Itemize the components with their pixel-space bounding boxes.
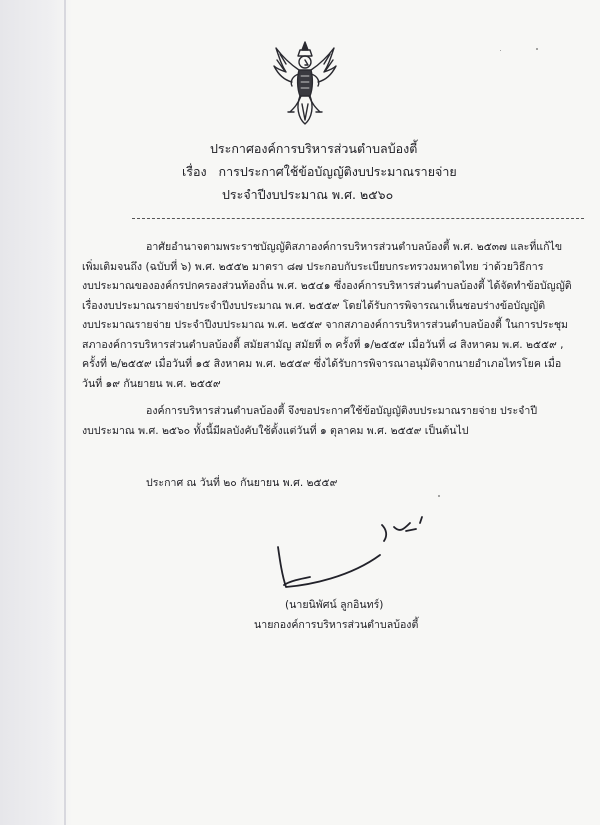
announce-date-block (82, 474, 592, 494)
paragraph-line: เพิ่มเติมจนถึง (ฉบับที่ ๖) พ.ศ. ๒๕๕๒ มาตรา ๘๗ ประกอบกับระเบียบกระทรวงมหาดไทย ว่าด้วยวิธีการ (82, 260, 544, 273)
handwritten-signature-icon (270, 515, 440, 595)
scan-speck (500, 50, 501, 51)
heading-divider (132, 218, 584, 219)
subject-text: การประกาศใช้ข้อบัญญัติงบประมาณรายจ่าย (218, 164, 457, 179)
scan-edge (64, 0, 66, 825)
paragraph-line: สภาองค์การบริหารส่วนตำบลบ้องตี้ สมัยสามัญ สมัยที่ ๓ ครั้งที่ ๑/๒๕๕๙ เมื่อวันที่ ๘ สิงหาคม พ.ศ. ๒๕๕๙ , (82, 338, 564, 351)
paragraph-1 (82, 238, 592, 398)
paragraph-line: งบประมาณขององค์กรปกครองส่วนท้องถิ่น พ.ศ. ๒๕๔๑ ซึ่งองค์การบริหารส่วนตำบลบ้องตี้ ได้จัดทำข้อบัญญัติ (82, 280, 572, 292)
paragraph-line: อาศัยอำนาจตามพระราชบัญญัติสภาองค์การบริหารส่วนตำบลบ้องตี้ พ.ศ. ๒๕๓๗ และที่แก้ไข (146, 241, 563, 253)
announce-date: ประกาศ ณ วันที่ ๒๐ กันยายน พ.ศ. ๒๕๕๙ (146, 477, 338, 489)
paragraph-line: องค์การบริหารส่วนตำบลบ้องตี้ จึงขอประกาศใช้ข้อบัญญัติงบประมาณรายจ่าย ประจำปี (146, 405, 538, 417)
paragraph-line: วันที่ ๑๙ กันยายน พ.ศ. ๒๕๕๙ (82, 377, 221, 390)
heading-title: ประกาศองค์การบริหารส่วนตำบลบ้องตี้ (210, 141, 418, 156)
heading-subject (182, 161, 457, 183)
scan-shadow (0, 0, 72, 825)
paragraph-line: งบประมาณรายจ่าย ประจำปีงบประมาณ พ.ศ. ๒๕๕๙ จากสภาองค์การบริหารส่วนตำบลบ้องตี้ ในการประชุม (82, 319, 569, 331)
paragraph-line: ครั้งที่ ๒/๒๕๕๙ เมื่อวันที่ ๑๕ สิงหาคม พ.ศ. ๒๕๕๙ ซึ่งได้รับการพิจารณาอนุมัติจากนายอำเภอไทรโยค เมื่อ (82, 358, 562, 370)
signatory-position: นายกองค์การบริหารส่วนตำบลบ้องตี้ (254, 619, 419, 631)
paragraph-line: เรื่องงบประมาณรายจ่ายประจำปีงบประมาณ พ.ศ. ๒๕๕๙ โดยได้รับการพิจารณาเห็นชอบร่างข้อบัญญัติ (82, 299, 546, 312)
scan-speck (438, 495, 440, 497)
garuda-emblem-icon (272, 38, 338, 128)
subject-label: เรื่อง (182, 164, 207, 179)
paragraph-line: งบประมาณ พ.ศ. ๒๕๖๐ ทั้งนี้มีผลบังคับใช้ตั้งแต่วันที่ ๑ ตุลาคม พ.ศ. ๒๕๕๙ เป็นต้นไป (82, 424, 469, 437)
paragraph-2 (82, 402, 592, 444)
scan-speck (536, 48, 538, 50)
heading-fiscal-year: ประจำปีงบประมาณ พ.ศ. ๒๕๖๐ (222, 187, 394, 202)
signatory-name: (นายนิพัศน์ ลูกอินทร์) (285, 599, 384, 611)
